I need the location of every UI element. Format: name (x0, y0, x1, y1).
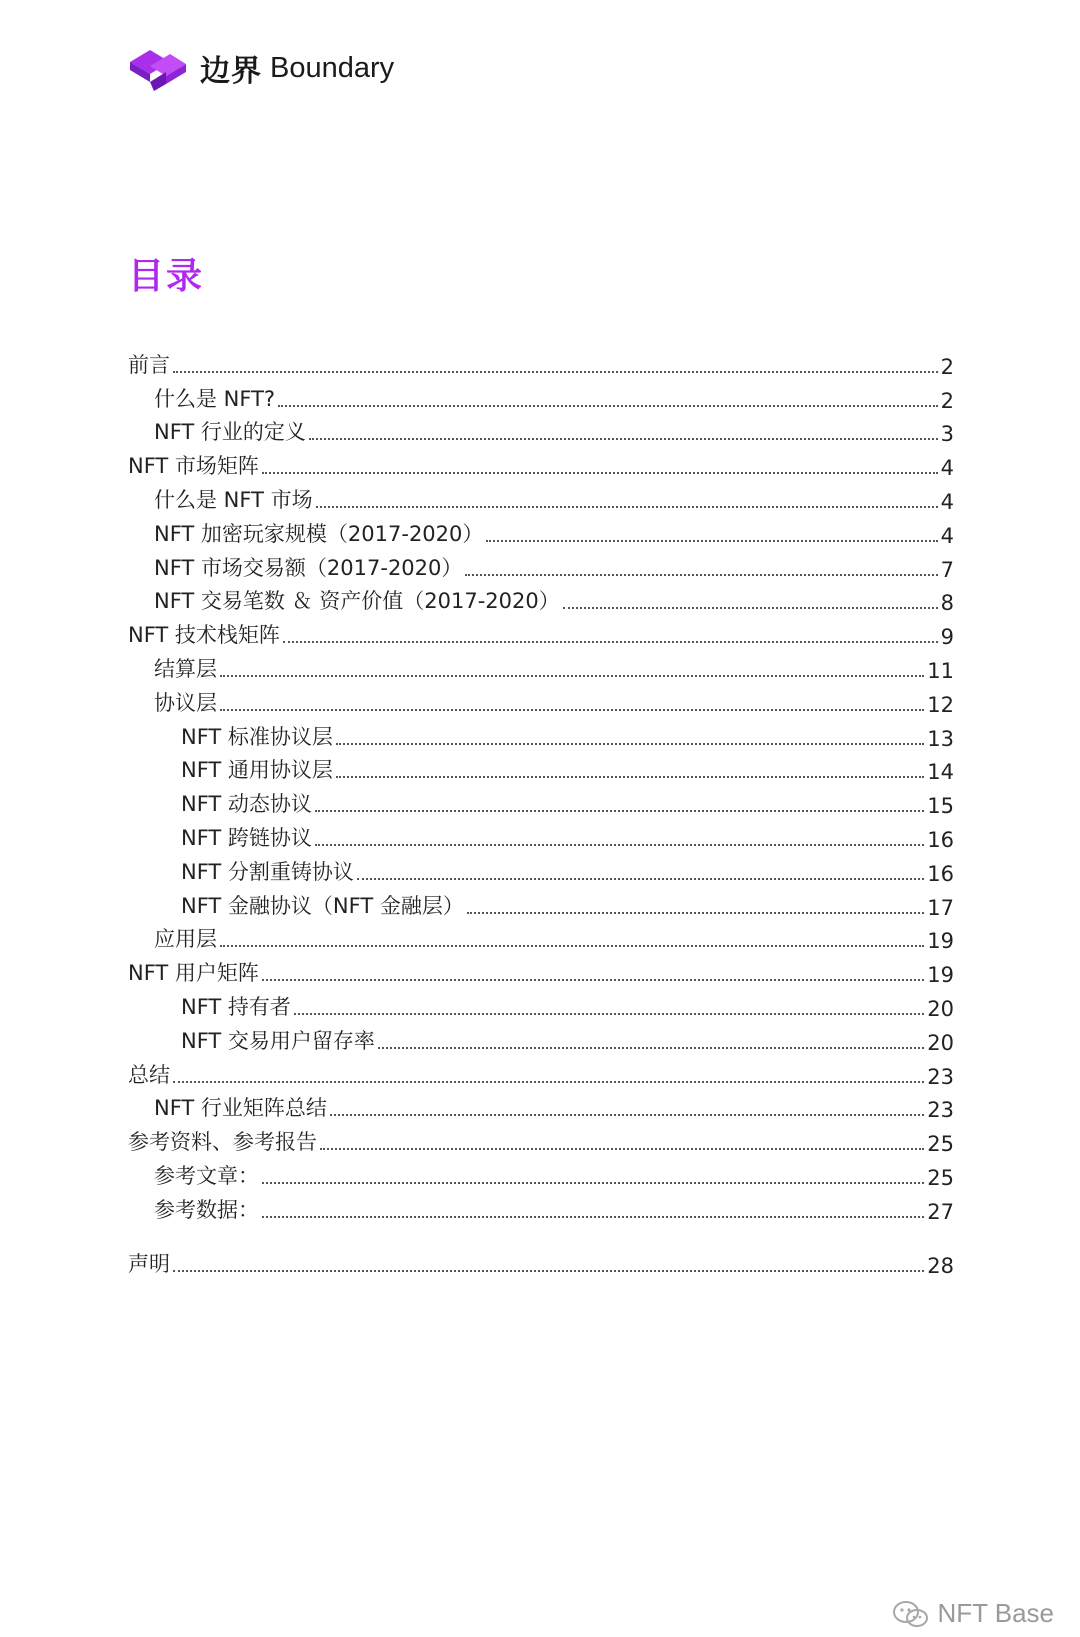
toc-entry-label: NFT 加密玩家规模（2017-2020） (154, 521, 484, 546)
toc-entry[interactable] (128, 615, 954, 649)
toc-dot-leader (278, 405, 938, 407)
toc-entry[interactable] (128, 1190, 954, 1224)
logo-chinese-text: 边界 (200, 54, 262, 89)
toc-entry-page: 15 (927, 794, 954, 819)
toc-entry[interactable] (128, 1021, 954, 1055)
toc-entry-label: 参考数据： (154, 1197, 259, 1222)
toc-entry-page: 20 (927, 1030, 954, 1055)
toc-dot-leader (309, 438, 938, 440)
toc-entry-label: 总结 (128, 1062, 170, 1087)
toc-dot-leader (220, 709, 924, 711)
toc-entry-page: 8 (940, 591, 954, 616)
toc-entry-page: 27 (927, 1199, 954, 1224)
toc-entry-label: NFT 分割重铸协议 (181, 859, 354, 884)
toc-entry-page: 9 (940, 625, 954, 650)
toc-entry-page: 19 (927, 963, 954, 988)
toc-entry-label: 声明 (128, 1251, 170, 1276)
toc-entry-page: 16 (927, 861, 954, 886)
toc-entry[interactable] (128, 582, 954, 616)
toc-dot-leader (320, 1148, 924, 1150)
toc-dot-leader (357, 878, 924, 880)
toc-entry-label: NFT 通用协议层 (181, 758, 333, 783)
toc-entry-page: 23 (927, 1064, 954, 1089)
toc-entry-label: 协议层 (154, 690, 217, 715)
toc-entry[interactable] (128, 649, 954, 683)
toc-entry-label: NFT 技术栈矩阵 (128, 623, 280, 648)
toc-entry-label: NFT 交易用户留存率 (181, 1028, 375, 1053)
toc-entry-page: 20 (927, 996, 954, 1021)
wechat-icon (891, 1599, 931, 1629)
toc-dot-leader (486, 540, 937, 542)
toc-entry-page: 19 (927, 929, 954, 954)
toc-entry-label: 应用层 (154, 927, 217, 952)
toc-entry-page: 17 (927, 895, 954, 920)
toc-dot-leader (336, 776, 924, 778)
toc-entry[interactable] (128, 953, 954, 987)
toc-dot-leader (262, 1182, 924, 1184)
toc-dot-leader (465, 574, 937, 576)
toc-entry-label: 什么是 NFT 市场 (154, 487, 313, 512)
toc-dot-leader (283, 641, 938, 643)
toc-entry[interactable] (128, 1122, 954, 1156)
toc-dot-leader (173, 1081, 924, 1083)
toc-entry[interactable] (128, 514, 954, 548)
toc-entry-label: NFT 标准协议层 (181, 724, 333, 749)
toc-entry-label: NFT 持有者 (181, 994, 291, 1019)
boundary-logo-icon (126, 42, 190, 94)
toc-dot-leader (315, 810, 924, 812)
toc-dot-leader (220, 945, 924, 947)
toc-entry[interactable] (128, 886, 954, 920)
toc-list (128, 345, 954, 1278)
toc-entry[interactable] (128, 683, 954, 717)
toc-entry-label: 参考资料、参考报告 (128, 1130, 317, 1155)
toc-entry-label: NFT 市场矩阵 (128, 454, 259, 479)
toc-dot-leader (378, 1047, 924, 1049)
toc-entry[interactable] (128, 1156, 954, 1190)
toc-entry-label: 结算层 (154, 656, 217, 681)
toc-entry[interactable] (128, 920, 954, 954)
toc-entry-label: 什么是 NFT? (154, 386, 276, 411)
toc-dot-leader (220, 675, 924, 677)
toc-entry[interactable] (128, 1244, 954, 1278)
toc-dot-leader (467, 912, 924, 914)
toc-entry-page: 4 (940, 489, 954, 514)
toc-dot-leader (262, 1216, 924, 1218)
watermark (891, 1598, 1054, 1629)
toc-entry[interactable] (128, 345, 954, 379)
toc-entry-page: 7 (940, 557, 954, 582)
toc-entry[interactable] (128, 1089, 954, 1123)
toc-dot-leader (330, 1114, 924, 1116)
toc-dot-leader (563, 607, 938, 609)
toc-entry[interactable] (128, 784, 954, 818)
toc-entry-label: NFT 行业的定义 (154, 420, 306, 445)
toc-entry-label: 前言 (128, 352, 170, 377)
toc-entry-label: 参考文章： (154, 1163, 259, 1188)
toc-entry-page: 3 (940, 422, 954, 447)
toc-entry-page: 28 (927, 1253, 954, 1278)
toc-entry[interactable] (128, 548, 954, 582)
toc-entry-label: NFT 金融协议（NFT 金融层） (181, 893, 464, 918)
toc-dot-leader (262, 979, 924, 981)
header (126, 38, 394, 98)
toc-entry-label: NFT 动态协议 (181, 792, 312, 817)
toc-entry-page: 4 (940, 523, 954, 548)
toc-entry[interactable] (128, 480, 954, 514)
toc-entry-page: 14 (927, 760, 954, 785)
toc-entry-page: 2 (940, 354, 954, 379)
watermark-text: NFT Base (937, 1598, 1054, 1628)
toc-entry-label: NFT 用户矩阵 (128, 961, 259, 986)
toc-dot-leader (294, 1013, 924, 1015)
toc-entry[interactable] (128, 1055, 954, 1089)
toc-entry-page: 4 (940, 456, 954, 481)
toc-entry[interactable] (128, 751, 954, 785)
toc-entry-label: NFT 行业矩阵总结 (154, 1096, 327, 1121)
toc-entry-page: 25 (927, 1132, 954, 1157)
toc-entry-page: 13 (927, 726, 954, 751)
toc-entry-page: 25 (927, 1165, 954, 1190)
toc-entry[interactable] (128, 818, 954, 852)
toc-dot-leader (173, 1270, 924, 1272)
toc-entry[interactable] (128, 852, 954, 886)
toc-dot-leader (315, 844, 924, 846)
logo-english-text: Boundary (270, 51, 395, 84)
toc-entry-page: 2 (940, 388, 954, 413)
toc-dot-leader (173, 371, 938, 373)
toc-title: 目录 (128, 256, 205, 297)
toc-dot-leader (262, 472, 938, 474)
toc-entry-label: NFT 跨链协议 (181, 825, 312, 850)
toc-entry-page: 12 (927, 692, 954, 717)
toc-entry[interactable] (128, 717, 954, 751)
toc-entry-page: 16 (927, 827, 954, 852)
toc-entry[interactable] (128, 379, 954, 413)
toc-entry-label: NFT 市场交易额（2017-2020） (154, 555, 463, 580)
toc-entry-page: 23 (927, 1098, 954, 1123)
toc-entry-label: NFT 交易笔数 ＆ 资产价值（2017-2020） (154, 589, 560, 614)
toc-dot-leader (316, 506, 938, 508)
toc-entry[interactable] (128, 987, 954, 1021)
toc-entry-page: 11 (927, 658, 954, 683)
toc-entry[interactable] (128, 413, 954, 447)
toc-entry[interactable] (128, 446, 954, 480)
toc-dot-leader (336, 743, 924, 745)
